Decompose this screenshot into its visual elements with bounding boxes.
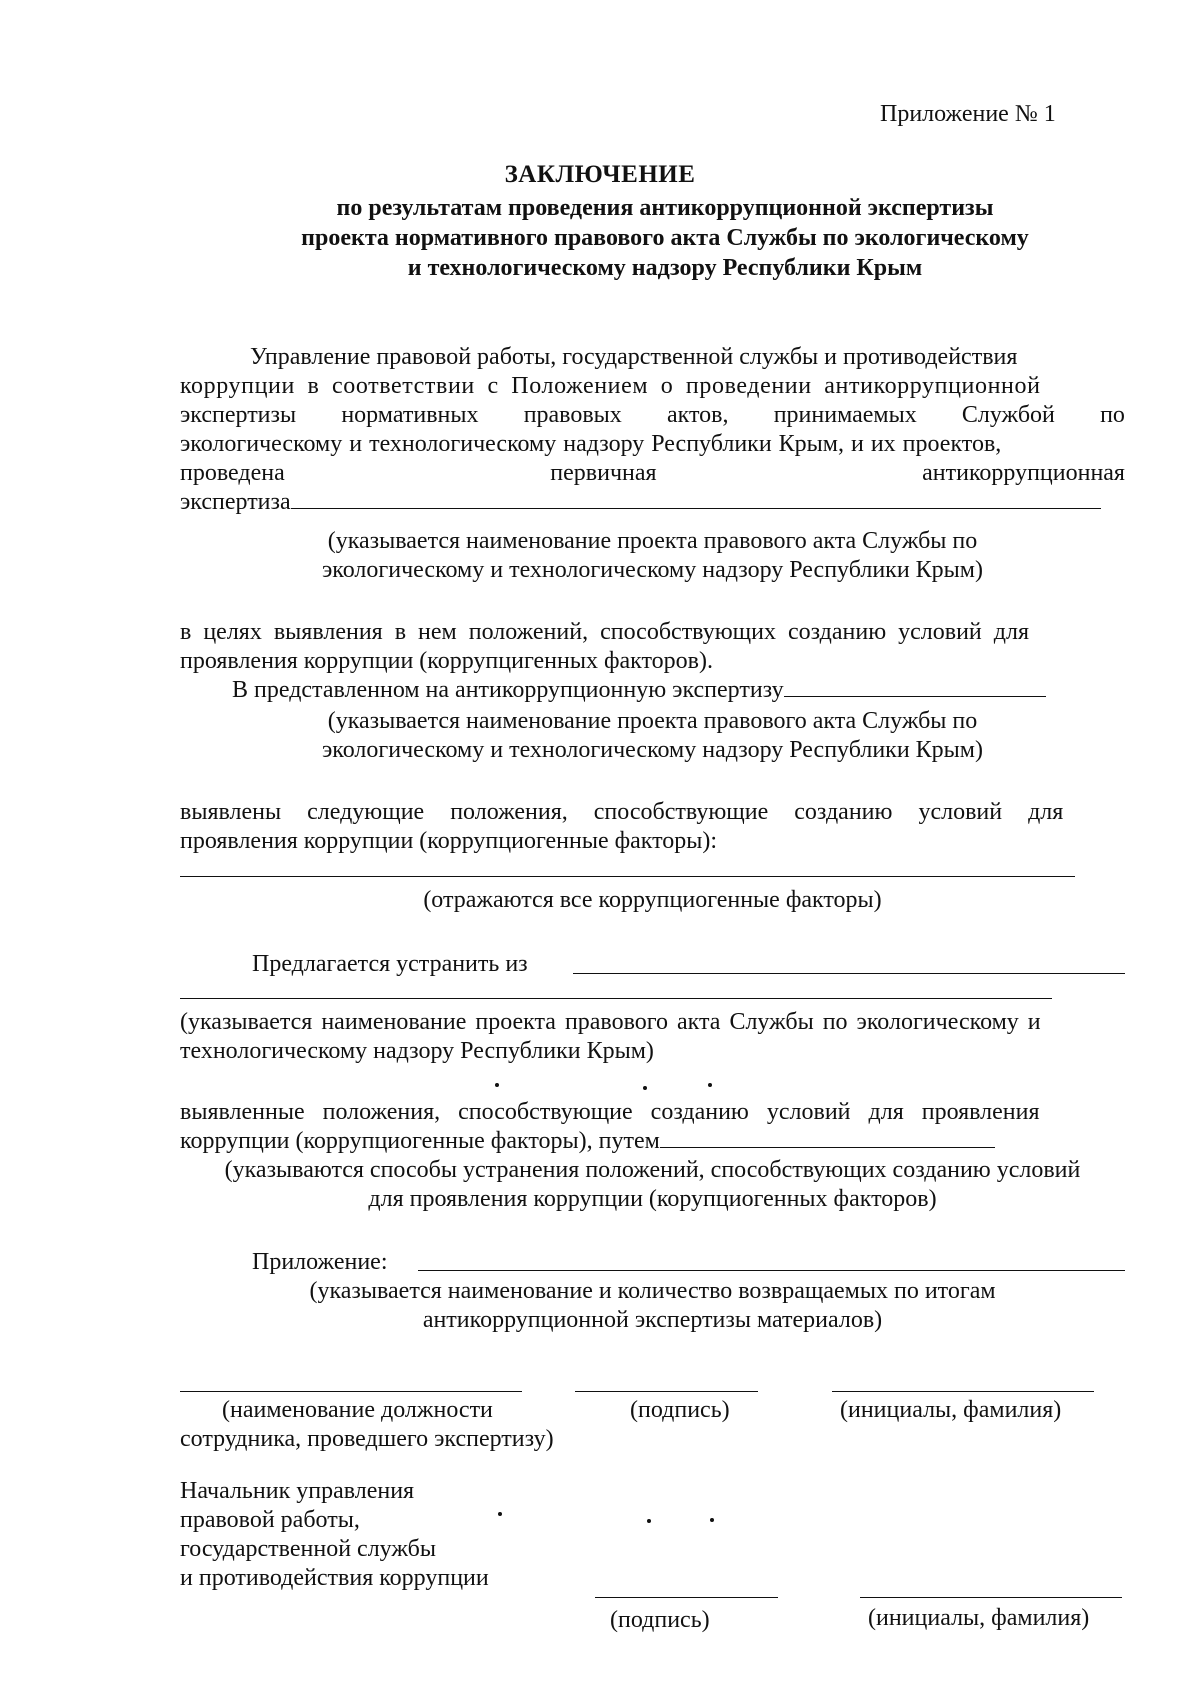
signature-caption-2: (подпись) — [610, 1607, 710, 1633]
intro-paragraph — [180, 343, 1125, 517]
subtitle-line: и технологическому надзору Республики Крым — [407, 255, 923, 281]
purpose-paragraph — [180, 618, 1125, 676]
name-caption-2: (инициалы, фамилия) — [868, 1605, 1090, 1631]
intro-line: коррупции в соответствии с Положением о проведении антикоррупционной — [180, 373, 1041, 399]
act-name-blank-1[interactable] — [291, 488, 1101, 509]
scan-speck — [498, 1512, 502, 1516]
document-title: ЗАКЛЮЧЕНИЕ — [504, 161, 696, 188]
act-name-blank-2[interactable] — [784, 676, 1046, 697]
name-blank-2[interactable] — [860, 1597, 1122, 1598]
intro-line-justified: экспертизы нормативных правовых актов, принимаемых Службой по — [180, 402, 1125, 428]
signature-blank-1[interactable] — [575, 1391, 758, 1392]
position-blank[interactable] — [180, 1391, 522, 1392]
signature-caption-1: (подпись) — [630, 1397, 730, 1423]
position-caption: (наименование должности — [222, 1397, 493, 1423]
signature-blank-2[interactable] — [595, 1597, 778, 1598]
identified-paragraph — [180, 1098, 1125, 1156]
proposal-blank-2[interactable] — [180, 998, 1052, 999]
hint-act-name-3: (указывается наименование проекта правового акта Службы по экологическому и технологическому надзору Республики Крым) — [180, 1009, 1041, 1064]
attachment-line: Приложение: — [252, 1249, 388, 1275]
head-position: Начальник управления правовой работы, государственной службы и противодействия коррупции — [180, 1478, 489, 1591]
hint-act-name-2: (указывается наименование проекта правового акта Службы по экологическому и технологическому надзору Республики Крым) — [322, 708, 983, 763]
presented-line: В представленном на антикоррупционную экспертизу — [232, 676, 1046, 705]
hint-act-name-1: (указывается наименование проекта правового акта Службы по экологическому и технологическому надзору Республики Крым) — [322, 528, 983, 583]
scan-speck — [643, 1086, 647, 1090]
intro-line-justified: проведена первичная антикоррупционная — [180, 460, 1125, 486]
attachment-hint: (указывается наименование и количество возвращаемых по итогам антикоррупционной экспертизы материалов) — [309, 1278, 996, 1333]
found-line: выявлены следующие положения, способствующие созданию условий для — [180, 799, 1064, 825]
intro-line: экспертиза — [180, 488, 1125, 517]
document-subtitle — [250, 193, 1080, 283]
name-caption-1: (инициалы, фамилия) — [840, 1397, 1062, 1423]
found-line: проявления коррупции (коррупциогенные факторы): — [180, 828, 718, 854]
purpose-line: проявления коррупции (коррупцигенных факторов). — [180, 648, 713, 674]
intro-line: экологическому и технологическому надзору Республики Крым, и их проектов, — [180, 431, 1002, 457]
identified-line: выявленные положения, способствующие созданию условий для проявления — [180, 1099, 1040, 1125]
intro-line: Управление правовой работы, государственной службы и противодействия — [250, 344, 1018, 370]
proposal-blank-1[interactable] — [573, 973, 1125, 974]
hint-factors: (отражаются все коррупциогенные факторы) — [423, 887, 882, 913]
scan-speck — [708, 1083, 712, 1087]
scan-speck — [647, 1519, 651, 1523]
purpose-line: в целях выявления в нем положений, способствующих созданию условий для — [180, 619, 1029, 645]
scan-speck — [495, 1083, 499, 1087]
name-blank-1[interactable] — [832, 1391, 1094, 1392]
identified-line: коррупции (коррупциогенные факторы), путем — [180, 1127, 1125, 1156]
subtitle-line: проекта нормативного правового акта Службы по экологическому — [301, 225, 1029, 251]
position-caption: сотрудника, проведшего экспертизу) — [180, 1426, 554, 1452]
appendix-label: Приложение № 1 — [880, 101, 1056, 127]
attachment-blank[interactable] — [418, 1270, 1125, 1271]
scan-speck — [710, 1518, 714, 1522]
subtitle-line: по результатам проведения антикоррупционной экспертизы — [336, 195, 994, 221]
proposal-line: Предлагается устранить из — [252, 951, 528, 977]
factors-blank[interactable] — [180, 876, 1075, 877]
methods-blank[interactable] — [660, 1127, 995, 1148]
hint-methods: (указываются способы устранения положений, способствующих созданию условий для проявления коррупции (корупциогенных факторов) — [224, 1157, 1081, 1212]
found-paragraph — [180, 798, 1125, 856]
